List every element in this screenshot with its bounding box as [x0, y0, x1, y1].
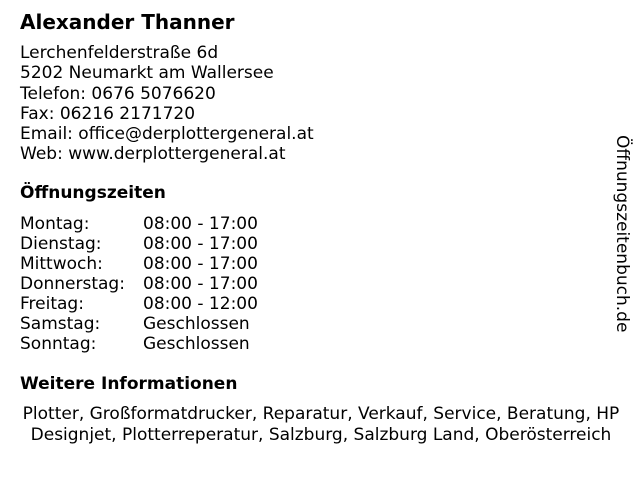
- hours-row: [20, 274, 258, 294]
- hours-row: [20, 334, 258, 354]
- hours-time: 08:00 - 12:00: [143, 294, 258, 314]
- hours-row: [20, 294, 258, 314]
- hours-time: 08:00 - 17:00: [143, 214, 258, 234]
- phone-number: Telefon: 0676 5076620: [20, 83, 216, 104]
- contact-block: [20, 43, 314, 165]
- city-address: 5202 Neumarkt am Wallersee: [20, 63, 274, 84]
- hours-day: Dienstag:: [20, 234, 102, 254]
- hours-time: 08:00 - 17:00: [143, 254, 258, 274]
- hours-day: Freitag:: [20, 294, 84, 314]
- further-info-text: Plotter, Großformatdrucker, Reparatur, Verkauf, Service, Beratung, HP Designjet, Plotterreperatur, Salzburg, Salzburg Land, Oberösterreich: [22, 404, 620, 445]
- hours-row: [20, 314, 258, 334]
- hours-day: Sonntag:: [20, 334, 97, 354]
- further-info-title: Weitere Informationen: [20, 374, 238, 394]
- hours-row: [20, 214, 258, 234]
- hours-day: Montag:: [20, 214, 90, 234]
- hours-time: Geschlossen: [143, 334, 250, 354]
- opening-hours-title: Öffnungszeiten: [20, 183, 166, 203]
- website: Web: www.derplottergeneral.at: [20, 144, 286, 165]
- street-address: Lerchenfelderstraße 6d: [20, 43, 219, 63]
- hours-row: [20, 254, 258, 274]
- business-name: Alexander Thanner: [20, 10, 235, 34]
- hours-day: Donnerstag:: [20, 274, 125, 294]
- opening-hours-table: [20, 214, 258, 354]
- hours-day: Mittwoch:: [20, 254, 103, 274]
- hours-row: [20, 234, 258, 254]
- fax-number: Fax: 06216 2171720: [20, 103, 196, 124]
- watermark-text: Öffnungszeitenbuch.de: [612, 135, 632, 333]
- email-address: Email: office@derplottergeneral.at: [20, 124, 314, 145]
- hours-day: Samstag:: [20, 314, 101, 334]
- hours-time: 08:00 - 17:00: [143, 234, 258, 254]
- hours-time: 08:00 - 17:00: [143, 274, 258, 294]
- hours-time: Geschlossen: [143, 314, 250, 334]
